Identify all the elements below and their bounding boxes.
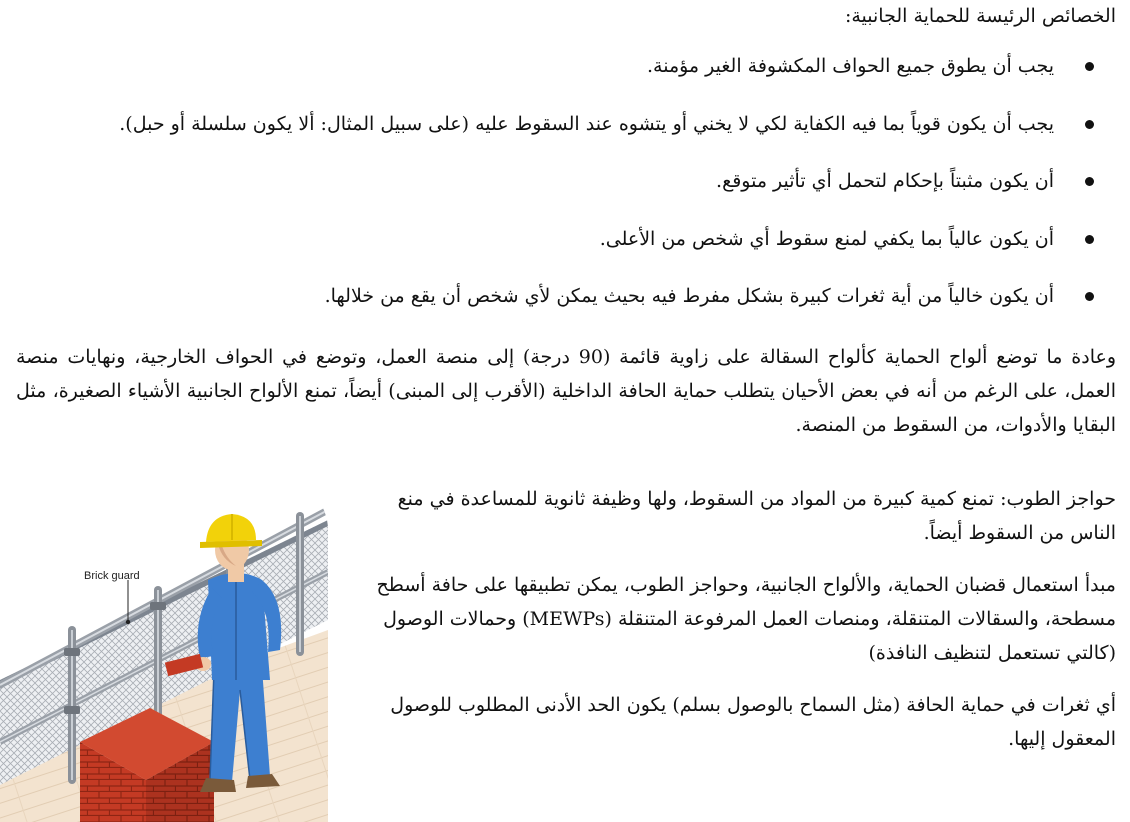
bullet-icon xyxy=(1085,62,1094,71)
access-gap-paragraph: أي ثغرات في حماية الحافة (مثل السماح بالوصول بسلم) يكون الحد الأدنى المطلوب للوصول المعقول إليها. xyxy=(390,694,1116,750)
list-item xyxy=(24,110,1094,168)
list-item xyxy=(24,282,1094,340)
list-item xyxy=(24,52,1094,110)
section-heading: الخصائص الرئيسة للحماية الجانبية: xyxy=(844,5,1116,27)
list-item-text: أن يكون خالياً من أية ثغرات كبيرة بشكل مفرط فيه بحيث يمكن لأي شخص أن يقع من خلالها. xyxy=(324,285,1054,307)
brick-guard-paragraph: حواجز الطوب: تمنع كمية كبيرة من المواد من السقوط، ولها وظيفة ثانوية للمساعدة في منع الناس من السقوط أيضاً. xyxy=(397,488,1116,544)
list-item xyxy=(24,225,1094,283)
brick-guard-illustration xyxy=(0,480,328,822)
list-item xyxy=(24,167,1094,225)
bullet-icon xyxy=(1085,177,1094,186)
body-paragraph: وعادة ما توضع ألواح الحماية كألواح السقالة على زاوية قائمة (90 درجة) إلى منصة العمل، وتوضع في الحواف الخارجية، ونهايات منصة العمل، على الرغم من أنه في بعض الأحيان يتطلب حماية الحافة الداخلية (الأقرب إلى المبنى) أيضاً، تمنع الألواح الجانبية الأشياء الصغيرة، مثل البقايا والأدوات، من السقوط من المنصة. xyxy=(16,346,1116,436)
side-text xyxy=(346,482,1116,756)
list-item-text: يجب أن يطوق جميع الحواف المكشوفة الغير مؤمنة. xyxy=(646,55,1054,77)
list-item-text: أن يكون عالياً بما يكفي لمنع سقوط أي شخص من الأعلى. xyxy=(599,227,1054,250)
list-item-text: يجب أن يكون قوياً بما فيه الكفاية لكي لا يخني أو يتشوه عند السقوط عليه (على سبيل المثال: ألا يكون سلسلة أو حبل). xyxy=(119,112,1054,135)
brick-guard-label: Brick guard xyxy=(84,570,140,582)
application-paragraph: مبدأ استعمال قضبان الحماية، والألواح الجانبية، وحواجز الطوب، يمكن تطبيقها على حافة أسطح مسطحة، والسقالات المتنقلة، ومنصات العمل المرفوعة المتنقلة (MEWPs) وحمالات الوصول (كالتي تستعمل لتنظيف النافذة) xyxy=(376,574,1116,664)
bullet-icon xyxy=(1085,120,1094,129)
list-item-text: أن يكون مثبتاً بإحكام لتحمل أي تأثير متوقع. xyxy=(716,170,1054,192)
features-list xyxy=(24,52,1094,340)
bullet-icon xyxy=(1085,292,1094,301)
bullet-icon xyxy=(1085,235,1094,244)
